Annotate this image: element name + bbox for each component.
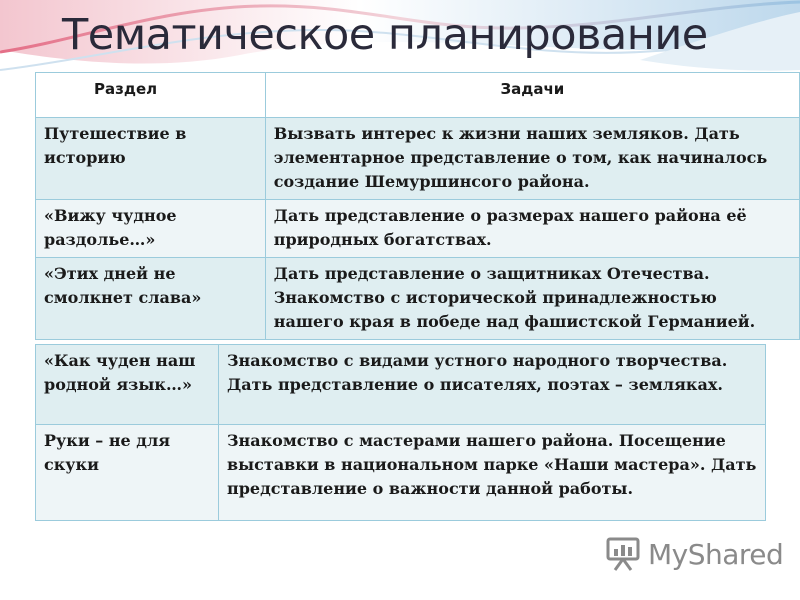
tasks-cell: Знакомство с мастерами нашего района. Посещение выставки в национальном парке «Наши мастера». Дать представление о важности данной работы. [219, 425, 766, 521]
planning-table-top [35, 72, 800, 340]
header-tasks: Задачи [265, 73, 799, 118]
presentation-board-icon [606, 536, 640, 572]
tasks-cell: Знакомство с видами устного народного творчества. Дать представление о писателях, поэтах – земляках. [219, 345, 766, 425]
section-cell: Руки – не для скуки [36, 425, 219, 521]
page-title: Тематическое планирование [62, 10, 708, 60]
watermark-logo [606, 536, 783, 572]
section-cell: «Вижу чудное раздолье…» [36, 200, 266, 258]
table-row [36, 118, 800, 200]
table-header-row [36, 73, 800, 118]
header-section: Раздел [36, 73, 266, 118]
tasks-cell: Вызвать интерес к жизни наших земляков. Дать элементарное представление о том, как начиналось создание Шемуршинсого района. [265, 118, 799, 200]
table-row [36, 258, 800, 340]
section-cell: Путешествие в историю [36, 118, 266, 200]
tasks-cell: Дать представление о защитниках Отечества. Знакомство с исторической принадлежностью нашего края в победе над фашистской Германией. [265, 258, 799, 340]
table-row [36, 425, 766, 521]
tasks-cell: Дать представление о размерах нашего района её природных богатствах. [265, 200, 799, 258]
table-row [36, 200, 800, 258]
section-cell: «Как чуден наш родной язык…» [36, 345, 219, 425]
watermark-text: MyShared [648, 537, 784, 571]
section-cell: «Этих дней не смолкнет слава» [36, 258, 266, 340]
planning-table-bottom [35, 344, 766, 521]
table-row [36, 345, 766, 425]
